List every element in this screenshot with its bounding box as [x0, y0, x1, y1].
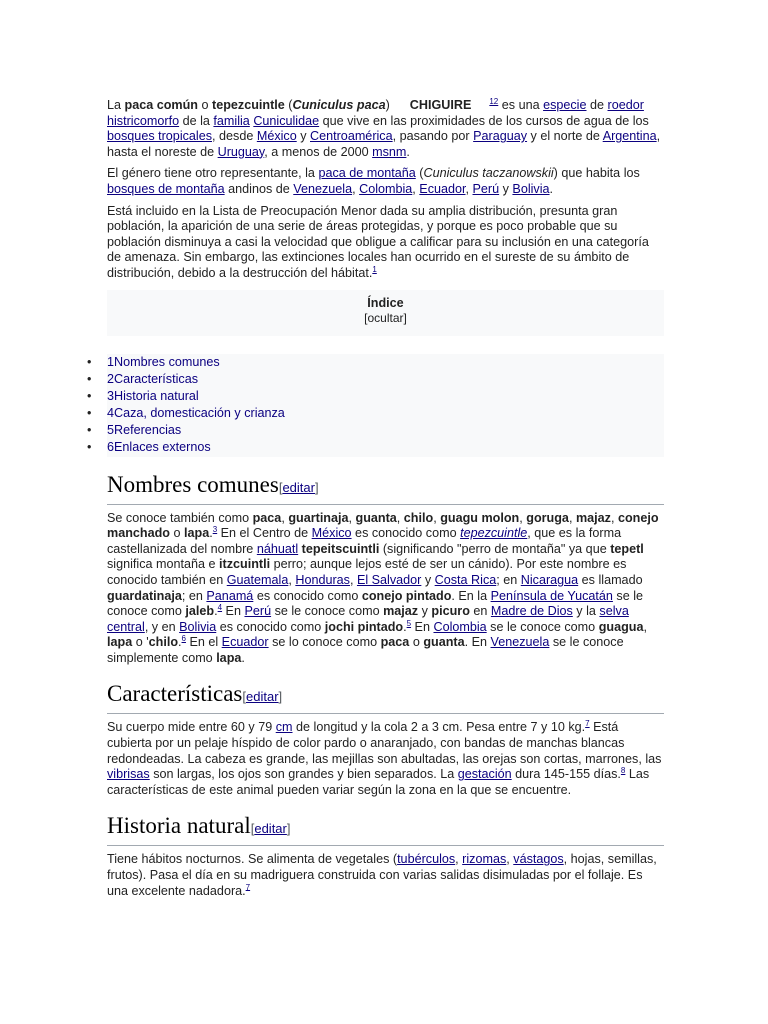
toc-label[interactable]: Referencias: [114, 423, 182, 438]
bold-term: jochi pintado: [324, 619, 404, 634]
text: y el norte de: [527, 129, 603, 144]
edit-section: [editar]: [242, 689, 283, 705]
toc-item[interactable]: [107, 388, 664, 405]
edit-section: [editar]: [250, 821, 291, 837]
link-msnm[interactable]: msnm: [372, 144, 407, 159]
bold-term: chilo: [403, 510, 434, 525]
link-rizomas[interactable]: rizomas: [462, 852, 507, 867]
link-yucatan[interactable]: Península de Yucatán: [490, 588, 613, 603]
toc-box: [107, 290, 664, 336]
link-honduras[interactable]: Honduras: [295, 572, 350, 587]
toc-item[interactable]: [107, 354, 664, 371]
text: , desde: [212, 129, 257, 144]
reference-link[interactable]: 1: [372, 264, 377, 274]
link-selva-central[interactable]: selva central: [107, 604, 629, 634]
link-nahuatl[interactable]: náhuatl: [256, 541, 299, 556]
toc-label[interactable]: Características: [114, 371, 198, 386]
toc-number: 2: [107, 371, 115, 386]
edit-link[interactable]: editar: [282, 479, 315, 495]
link-cm[interactable]: cm: [275, 720, 293, 735]
toc-label[interactable]: Enlaces externos: [114, 440, 211, 455]
link-vastagos[interactable]: vástagos: [513, 852, 564, 867]
text: y: [499, 181, 513, 196]
historia-paragraph: Tiene hábitos nocturnos. Se alimenta de vegetales (tubérculos, rizomas, vástagos, hojas, semillas, frutos). Pasa el día en su madriguera construida con varias salidas disimuladas por el follaje. Es una excelente nadadora.$^7$: [107, 852, 657, 898]
text: , hasta el noreste de: [107, 129, 661, 159]
bold-term: itzcuintli: [219, 557, 271, 572]
bold-term: majaz: [383, 604, 419, 619]
section-heading-historia: [107, 812, 664, 846]
bold-term: guagua: [598, 619, 644, 634]
caracteristicas-paragraph: Su cuerpo mide entre 60 y 79 cm de longitud y la cola 2 a 3 cm. Pesa entre 7 y 10 kg.$^7$ Está cubierta por un pelaje híspido de color pardo o anaranjado, con bandas de manchas blancas redondeadas. La cabeza es grande, las mejillas son abultadas, las orejas son cortas, marrones, las vibrisas son largas, los ojos son grandes y bien separados. La gestación dura 145-155 días.$^8$ Las características de este animal pueden variar según la zona en la que se encuentre.: [107, 719, 662, 797]
bold-term: paca: [380, 635, 410, 650]
bold-term: tepetl: [610, 541, 644, 556]
text: es una: [498, 98, 544, 112]
link-bosques-montana[interactable]: bosques de montaña: [107, 181, 225, 196]
heading-text: Historia natural: [107, 813, 251, 839]
link-histricomorfo[interactable]: histricomorfo: [107, 113, 180, 128]
toc-item[interactable]: [107, 439, 664, 456]
edit-link[interactable]: editar: [246, 689, 279, 705]
link-peru[interactable]: Perú: [244, 604, 272, 619]
toc-list: [107, 354, 664, 457]
toc-toggle[interactable]: [ocultar]: [364, 311, 407, 326]
link-paca-montana[interactable]: paca de montaña: [318, 166, 416, 181]
bold-term: conejo manchado: [107, 510, 659, 541]
toc-number: 1: [107, 354, 115, 369]
link-tuberculos[interactable]: tubérculos: [397, 852, 456, 867]
bold-term: lapa: [107, 635, 133, 650]
bold-term: picuro: [431, 604, 470, 619]
bold-term: paca: [252, 510, 282, 525]
link-especie[interactable]: especie: [543, 98, 587, 112]
text: .: [406, 144, 410, 159]
link-peru[interactable]: Perú: [472, 181, 500, 196]
bold-term: tepezcuintle: [212, 98, 285, 112]
nombres-paragraph: Se conoce también como paca, guartinaja, guanta, chilo, guagu molon, goruga, majaz, conejo manchado o lapa.$^3$ En el Centro de México es conocido como tepezcuintle, que es la forma castellanizada del nombre náhuatl tepeitscuintli (significando "perro de montaña" ya que tepetl significa montaña e itzcuintli perro; aunque lejos esté de ser un cánido). Por este nombre es conocido también en Guatemala, Honduras, El Salvador y Costa Rica; en Nicaragua es llamado guardatinaja; en Panamá es conocido como conejo pintado. En la Península de Yucatán se le conoce como jaleb.$^4$ En Perú se le conoce como majaz y picuro en Madre de Dios y la selva central, y en Bolivia es conocido como jochi pintado.$^5$ En Colombia se le conoce como guagua, lapa o 'chilo.$^6$ En el Ecuador se lo conoce como paca o guanta. En Venezuela se le conoce simplemente como lapa.: [107, 510, 659, 665]
intro-paragraph-2: [107, 166, 664, 197]
toc-label[interactable]: Nombres comunes: [114, 354, 220, 369]
bold-term: lapa: [216, 650, 242, 665]
link-el-salvador[interactable]: El Salvador: [356, 572, 422, 587]
bold-term: jaleb: [185, 604, 215, 619]
link-centroamerica[interactable]: Centroamérica: [310, 129, 393, 144]
text: (: [415, 166, 424, 181]
text: ,: [465, 181, 473, 196]
text: Está incluido en la Lista de Preocupación Menor dada su amplia distribución, presunta gran población, la aparición de una serie de áreas protegidas, y porque es poco probable que su población disminuya a casi la velocidad que obligue a calificar para su inclusión en una categoría de amenaza. Sin embargo, las extinciones locales han ocurrido en el sureste de su ámbito de distribución, debido a la destrucción del hábitat.: [107, 203, 649, 280]
reference-link[interactable]: 6: [181, 634, 186, 644]
toc-item[interactable]: [107, 422, 664, 439]
bold-term: conejo pintado: [361, 588, 452, 603]
reference-link[interactable]: 8: [620, 766, 626, 776]
link-tepezcuintle[interactable]: tepezcuintle: [460, 526, 528, 541]
text: que vive en las proximidades de los cursos de agua de los: [319, 113, 649, 128]
text: .: [549, 181, 554, 196]
link-bolivia[interactable]: Bolivia: [512, 181, 550, 196]
link-venezuela[interactable]: Venezuela: [293, 181, 353, 196]
link-paraguay[interactable]: Paraguay: [473, 129, 528, 144]
reference-link[interactable]: 7: [585, 719, 590, 729]
link-mexico[interactable]: México: [311, 526, 352, 541]
bold-term: guanta: [355, 510, 397, 525]
toc-item[interactable]: [107, 405, 664, 422]
edit-section: [editar]: [278, 479, 319, 495]
link-uruguay[interactable]: Uruguay: [217, 144, 265, 159]
link-costa-rica[interactable]: Costa Rica: [434, 572, 497, 587]
bold-term: paca común: [124, 98, 198, 112]
text: andinos de: [224, 181, 294, 196]
reference-link[interactable]: 4: [217, 602, 223, 612]
reference-link[interactable]: 5: [406, 618, 412, 628]
text: (: [284, 98, 293, 112]
edit-link[interactable]: editar: [254, 821, 287, 837]
text: La: [107, 98, 125, 112]
scientific-name: Cuniculus paca: [292, 98, 386, 112]
bold-term: guardatinaja: [107, 588, 182, 603]
chiguire-label: CHIGUIRE: [409, 98, 472, 112]
text: ,: [412, 181, 420, 196]
link-gestacion[interactable]: gestación: [457, 767, 512, 782]
text: , a menos de 2000: [264, 144, 373, 159]
bold-term: chilo: [148, 635, 179, 650]
text: ,: [352, 181, 360, 196]
link-vibrisas[interactable]: vibrisas: [107, 767, 150, 782]
article-body: [107, 98, 664, 905]
bold-term: guartinaja: [288, 510, 349, 525]
link-colombia[interactable]: Colombia: [359, 181, 413, 196]
link-mexico[interactable]: México: [256, 129, 297, 144]
reference-link[interactable]: 7: [245, 882, 251, 892]
link-panama[interactable]: Panamá: [206, 588, 254, 603]
section-heading-caracteristicas: [107, 680, 664, 714]
bold-term: guanta: [423, 635, 465, 650]
heading-text: Características: [107, 681, 243, 707]
text: ) que habita los: [553, 166, 640, 181]
bold-term: goruga: [526, 510, 569, 525]
text: de la: [179, 113, 214, 128]
bold-term: majaz: [575, 510, 611, 525]
intro-paragraph-3: [107, 204, 664, 282]
text: Se conoce también como: [107, 510, 253, 525]
section-heading-nombres: [107, 471, 664, 505]
toc-number: 6: [107, 440, 115, 455]
text: de: [586, 98, 608, 112]
link-bolivia[interactable]: Bolivia: [179, 619, 217, 634]
link-cuniculidae[interactable]: Cuniculidae: [253, 113, 320, 128]
bold-term: tepeitscuintli: [301, 541, 380, 556]
text: , pasando por: [392, 129, 474, 144]
link-roedor[interactable]: roedor: [607, 98, 644, 112]
toc-number: 4: [107, 406, 115, 421]
reference-link[interactable]: 12: [489, 96, 499, 106]
link-familia[interactable]: familia: [213, 113, 250, 128]
link-guatemala[interactable]: Guatemala: [226, 572, 289, 587]
bold-term: lapa: [184, 526, 210, 541]
text: y: [296, 129, 311, 144]
toc-item[interactable]: [107, 371, 664, 388]
scientific-name: Cuniculus taczanowskii: [423, 166, 554, 181]
toc-number: 5: [107, 423, 115, 438]
text: El género tiene otro representante, la: [107, 166, 319, 181]
link-nicaragua[interactable]: Nicaragua: [520, 572, 579, 587]
toc-label[interactable]: Caza, domesticación y crianza: [114, 406, 285, 421]
link-venezuela[interactable]: Venezuela: [490, 635, 550, 650]
reference-link[interactable]: 3: [212, 524, 218, 534]
link-argentina[interactable]: Argentina: [602, 129, 657, 144]
link-ecuador[interactable]: Ecuador: [221, 635, 269, 650]
link-ecuador[interactable]: Ecuador: [419, 181, 466, 196]
toc-label[interactable]: Historia natural: [114, 388, 199, 403]
link-madre-de-dios[interactable]: Madre de Dios: [490, 604, 573, 619]
toc-title: Índice: [367, 295, 404, 310]
text: ): [385, 98, 390, 112]
heading-text: Nombres comunes: [107, 471, 279, 497]
link-bosques-tropicales[interactable]: bosques tropicales: [107, 129, 213, 144]
text: o: [198, 98, 213, 112]
bold-term: guagu molon: [440, 510, 520, 525]
intro-paragraph-1: [107, 98, 664, 160]
toc-number: 3: [107, 388, 115, 403]
link-colombia[interactable]: Colombia: [433, 619, 487, 634]
